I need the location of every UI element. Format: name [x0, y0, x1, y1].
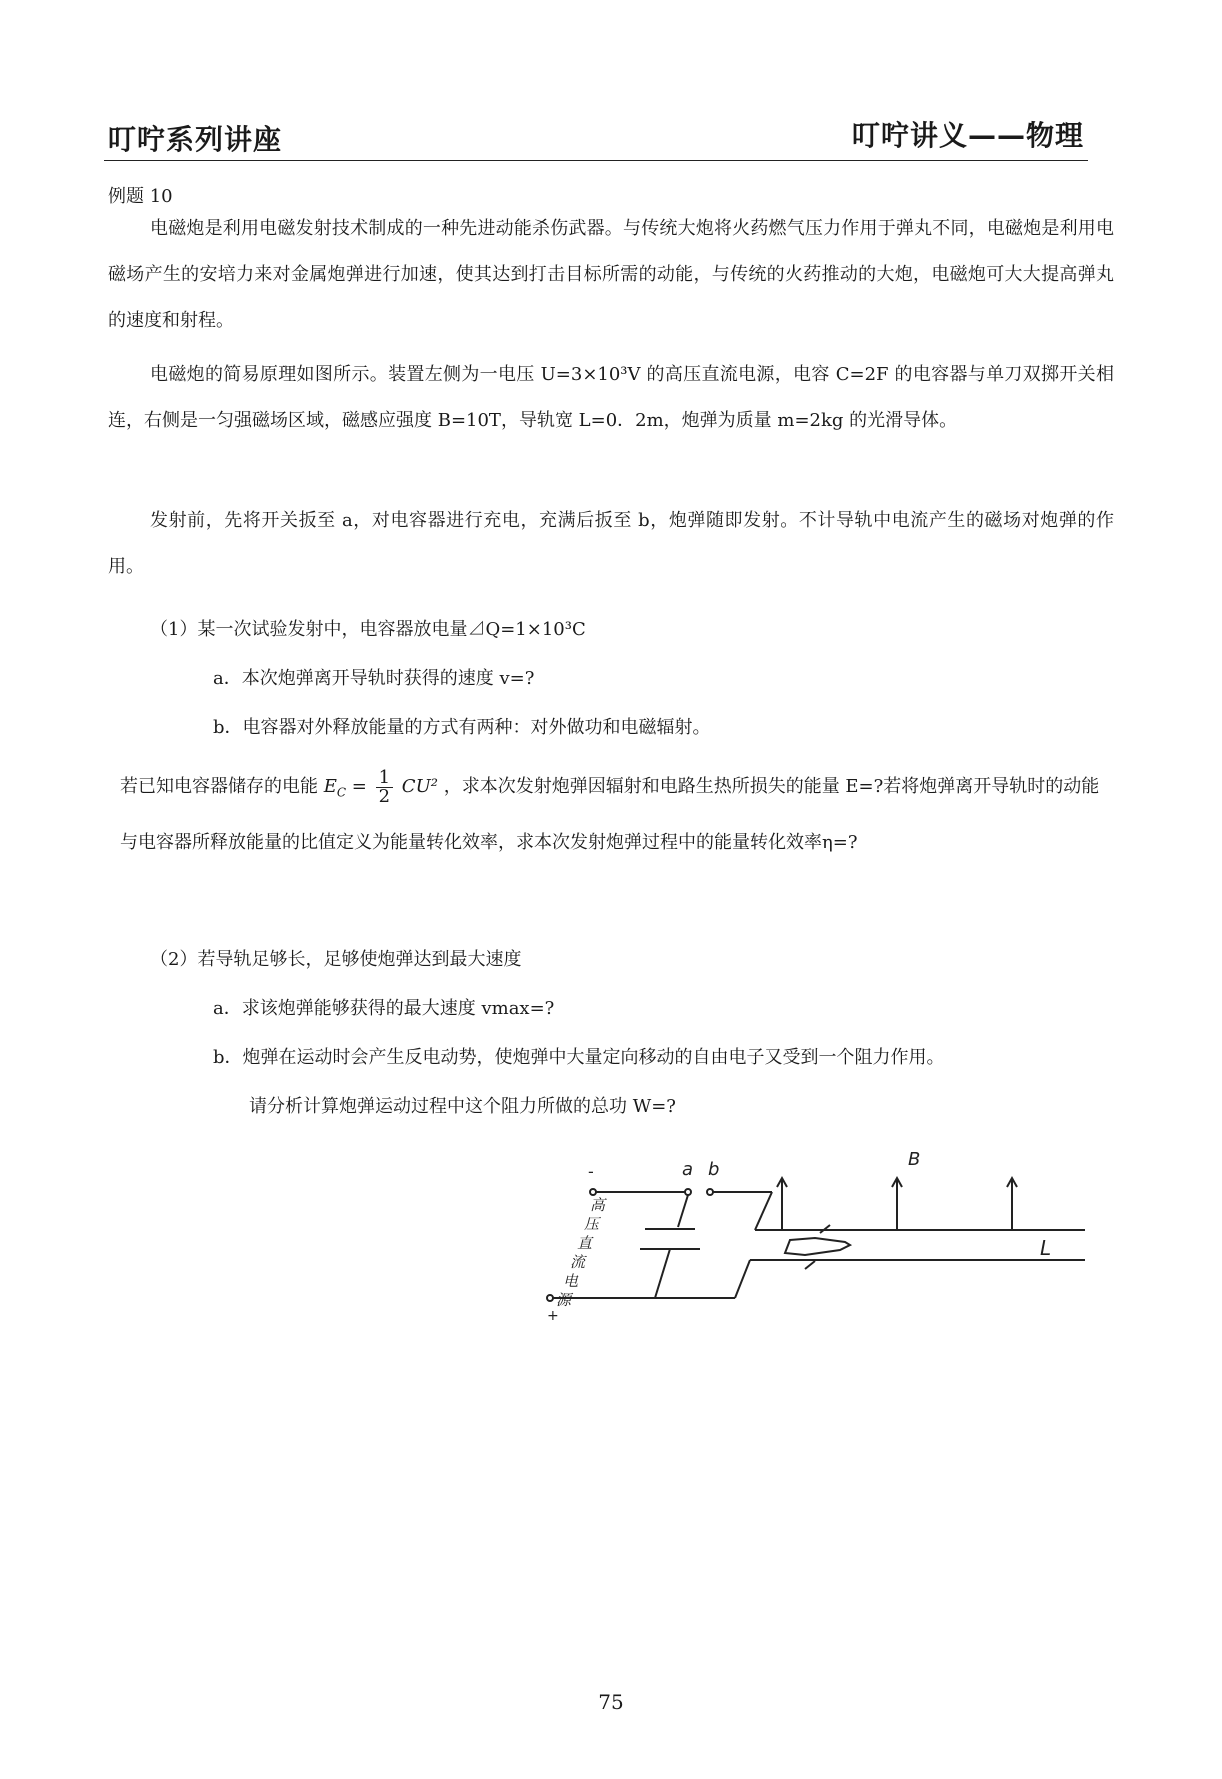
switch-label-b: b — [708, 1159, 720, 1180]
energy-formula-paragraph — [120, 762, 1110, 868]
page-number: 75 — [598, 1690, 624, 1714]
header-divider — [104, 160, 1088, 161]
source-label-char: 源 — [556, 1291, 572, 1309]
switch-blade — [678, 1195, 688, 1227]
paragraph-principle: 电磁炮的简易原理如图所示。装置左侧为一电压 U=3×10³V 的高压直流电源，电容 C=2F 的电容器与单刀双掷开关相连，右侧是一匀强磁场区域，磁感应强度 B=10T，导轨宽 L=0．2m，炮弹为质量 m=2kg 的光滑导体。 — [108, 364, 1114, 431]
source-label-char: 直 — [577, 1234, 593, 1252]
switch-contact-a — [685, 1189, 691, 1195]
question-1a: a．本次炮弹离开导轨时获得的速度 v=? — [213, 668, 535, 689]
header-series-title: 叮咛系列讲座 — [108, 123, 283, 156]
question-1b: b．电容器对外释放能量的方式有两种：对外做功和电磁辐射。 — [213, 717, 711, 738]
formula-cu-squared: CU² — [401, 776, 438, 797]
paragraph-intro: 电磁炮是利用电磁发射技术制成的一种先进动能杀伤武器。与传统大炮将火药燃气压力作用于弹丸不同，电磁炮是利用电磁场产生的安培力来对金属炮弹进行加速，使其达到打击目标所需的动能，与传统的火药推动的大炮，电磁炮可大大提高弹丸的速度和射程。 — [108, 218, 1114, 331]
source-label-char: 高 — [590, 1196, 606, 1214]
question-1-title: （1）某一次试验发射中，电容器放电量⊿Q=1×10³C — [150, 619, 586, 640]
plus-terminal — [547, 1295, 553, 1301]
question-2-title: （2）若导轨足够长，足够使炮弹达到最大速度 — [150, 949, 522, 970]
question-2a: a．求该炮弹能够获得的最大速度 vmax=? — [213, 998, 555, 1019]
question-2b-line1: b．炮弹在运动时会产生反电动势，使炮弹中大量定向移动的自由电子又受到一个阻力作用。 — [213, 1047, 945, 1068]
switch-contact-b — [707, 1189, 713, 1195]
projectile — [785, 1238, 850, 1255]
example-label: 例题 10 — [108, 186, 173, 207]
switch-label-a: a — [682, 1159, 694, 1180]
formula-equals: = — [351, 776, 373, 797]
rail-width-label: L — [1040, 1236, 1052, 1260]
minus-sign: - — [588, 1162, 594, 1181]
source-label-char: 电 — [563, 1272, 579, 1290]
paragraph-launch: 发射前，先将开关扳至 a，对电容器进行充电，充满后扳至 b，炮弹随即发射。不计导轨中电流产生的磁场对炮弹的作用。 — [108, 510, 1114, 577]
formula-fraction: $\frac{1}{2}$ — [376, 769, 393, 806]
source-label-char: 流 — [570, 1253, 586, 1271]
plus-sign: + — [547, 1308, 559, 1324]
railgun-circuit-diagram — [500, 1145, 1100, 1345]
source-label-char: 压 — [584, 1215, 600, 1233]
header-subject-title: 叮咛讲义——物理 — [851, 119, 1084, 152]
formula-energy-symbol: $E_C$ — [323, 776, 347, 800]
minus-terminal — [590, 1189, 596, 1195]
formula-trailing-text: ，求本次发射炮弹因辐射和电路生热所损失的能量 E=?若将炮弹离开导轨时的动能与电容器所释放能量的比值定义为能量转化效率，求本次发射炮弹过程中的能量转化效率η=? — [120, 776, 1100, 853]
formula-lead-text: 若已知电容器储存的电能 — [120, 776, 318, 797]
question-2b-line2: 请分析计算炮弹运动过程中这个阻力所做的总功 W=? — [249, 1096, 676, 1117]
magnetic-field-label: B — [908, 1149, 921, 1170]
